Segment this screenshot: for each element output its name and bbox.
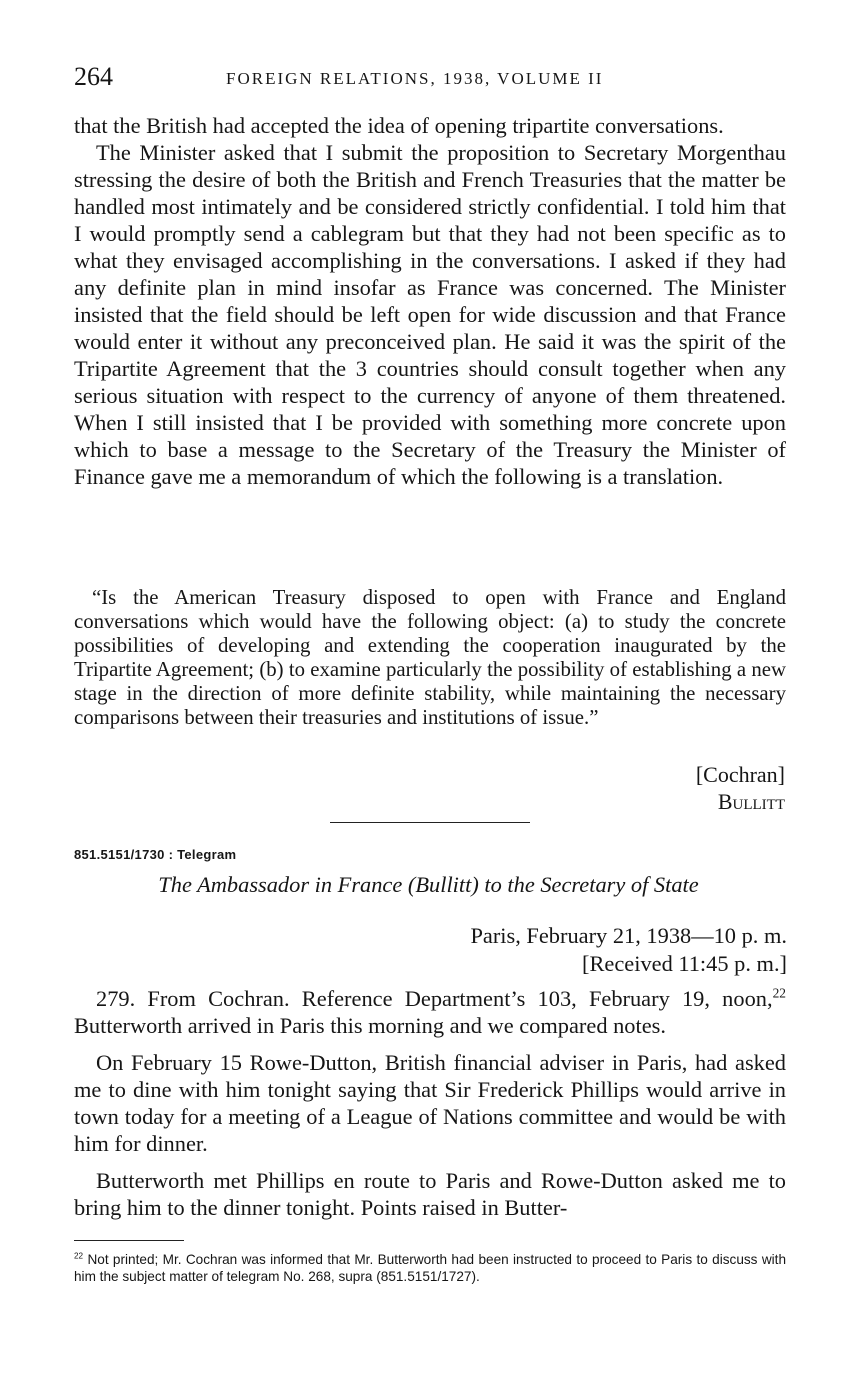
memorandum-quote: “Is the American Treasury disposed to open with France and England conversations which would have the following object: (a) to study the concrete possibilities of developing and extending the cooperation inaugurated by the Tripartite Agreement; (b) to examine particularly the possibility of establishing a new stage in the direction of more definite stability, while maintaining the necessary comparisons between their treasuries and institutions of issue.” xyxy=(74,586,786,729)
footnote-text: Not printed; Mr. Cochran was informed that Mr. Butterworth had been instructed to proceed to Paris to discuss with him the subject matter of telegram No. 268, supra (851.5151/1727). xyxy=(74,1252,787,1284)
section-divider xyxy=(330,822,530,823)
drafter-signature: [Cochran] xyxy=(695,762,785,787)
telegram-paragraph-1-rest: Butterworth arrived in Paris this morning and we compared notes. xyxy=(74,1013,666,1038)
footnote-rule xyxy=(74,1240,184,1241)
document-title: The Ambassador in France (Bullitt) to the Secretary of State xyxy=(158,872,699,897)
footnote-reference: 22 xyxy=(772,985,786,1001)
paragraph-continuation: that the British had accepted the idea of opening tripartite conversations. xyxy=(74,113,724,138)
paragraph-minister: The Minister asked that I submit the proposition to Secretary Morgenthau stressing the desire of both the British and French Treasuries that the matter be handled most intimately and be considered strictly confidential. I told him that I would promptly send a cablegram but that they had not been specific as to what they envisaged accomplishing in the conversations. I asked if they had any definite plan in mind insofar as France was concerned. The Minister insisted that the field should be left open for wide discussion and that France would enter it without any preconceived plan. He said it was the spirit of the Tripartite Agreement that the 3 countries should consult together when any serious situation with respect to the currency of anyone of them threatened. When I still insisted that I be provided with something more concrete upon which to base a message to the Secretary of the Treasury the Minister of Finance gave me a memorandum of which the following is a translation. xyxy=(74,140,786,489)
telegram-paragraph-2: On February 15 Rowe-Dutton, British financial adviser in Paris, had asked me to dine with him tonight saying that Sir Frederick Phillips would arrive in town today for a meeting of a League of Nations committee and would be with him for dinner. xyxy=(74,1050,786,1156)
footnote-marker: 22 xyxy=(74,1251,84,1261)
body-text xyxy=(74,112,786,490)
telegram-paragraph-1-start: 279. From Cochran. Reference Department’s 103, February 19, noon, xyxy=(96,986,773,1011)
telegram-paragraph-3: Butterworth met Phillips en route to Paris and Rowe-Dutton asked me to bring him to the dinner tonight. Points raised in Butter- xyxy=(74,1168,786,1220)
telegram-paragraph-1 xyxy=(74,985,786,1039)
footnote xyxy=(74,1251,786,1285)
page-header xyxy=(74,62,786,96)
dateline: Paris, February 21, 1938—10 p. m. xyxy=(470,923,787,948)
file-number: 851.5151/1730 : Telegram xyxy=(74,847,237,862)
running-head: FOREIGN RELATIONS, 1938, VOLUME II xyxy=(226,69,604,88)
page-number: 264 xyxy=(74,62,113,91)
dateline-block xyxy=(470,922,787,978)
signer-signature: Bullitt xyxy=(717,789,785,814)
received-time: [Received 11:45 p. m.] xyxy=(582,951,787,976)
telegram-body xyxy=(74,985,786,1221)
